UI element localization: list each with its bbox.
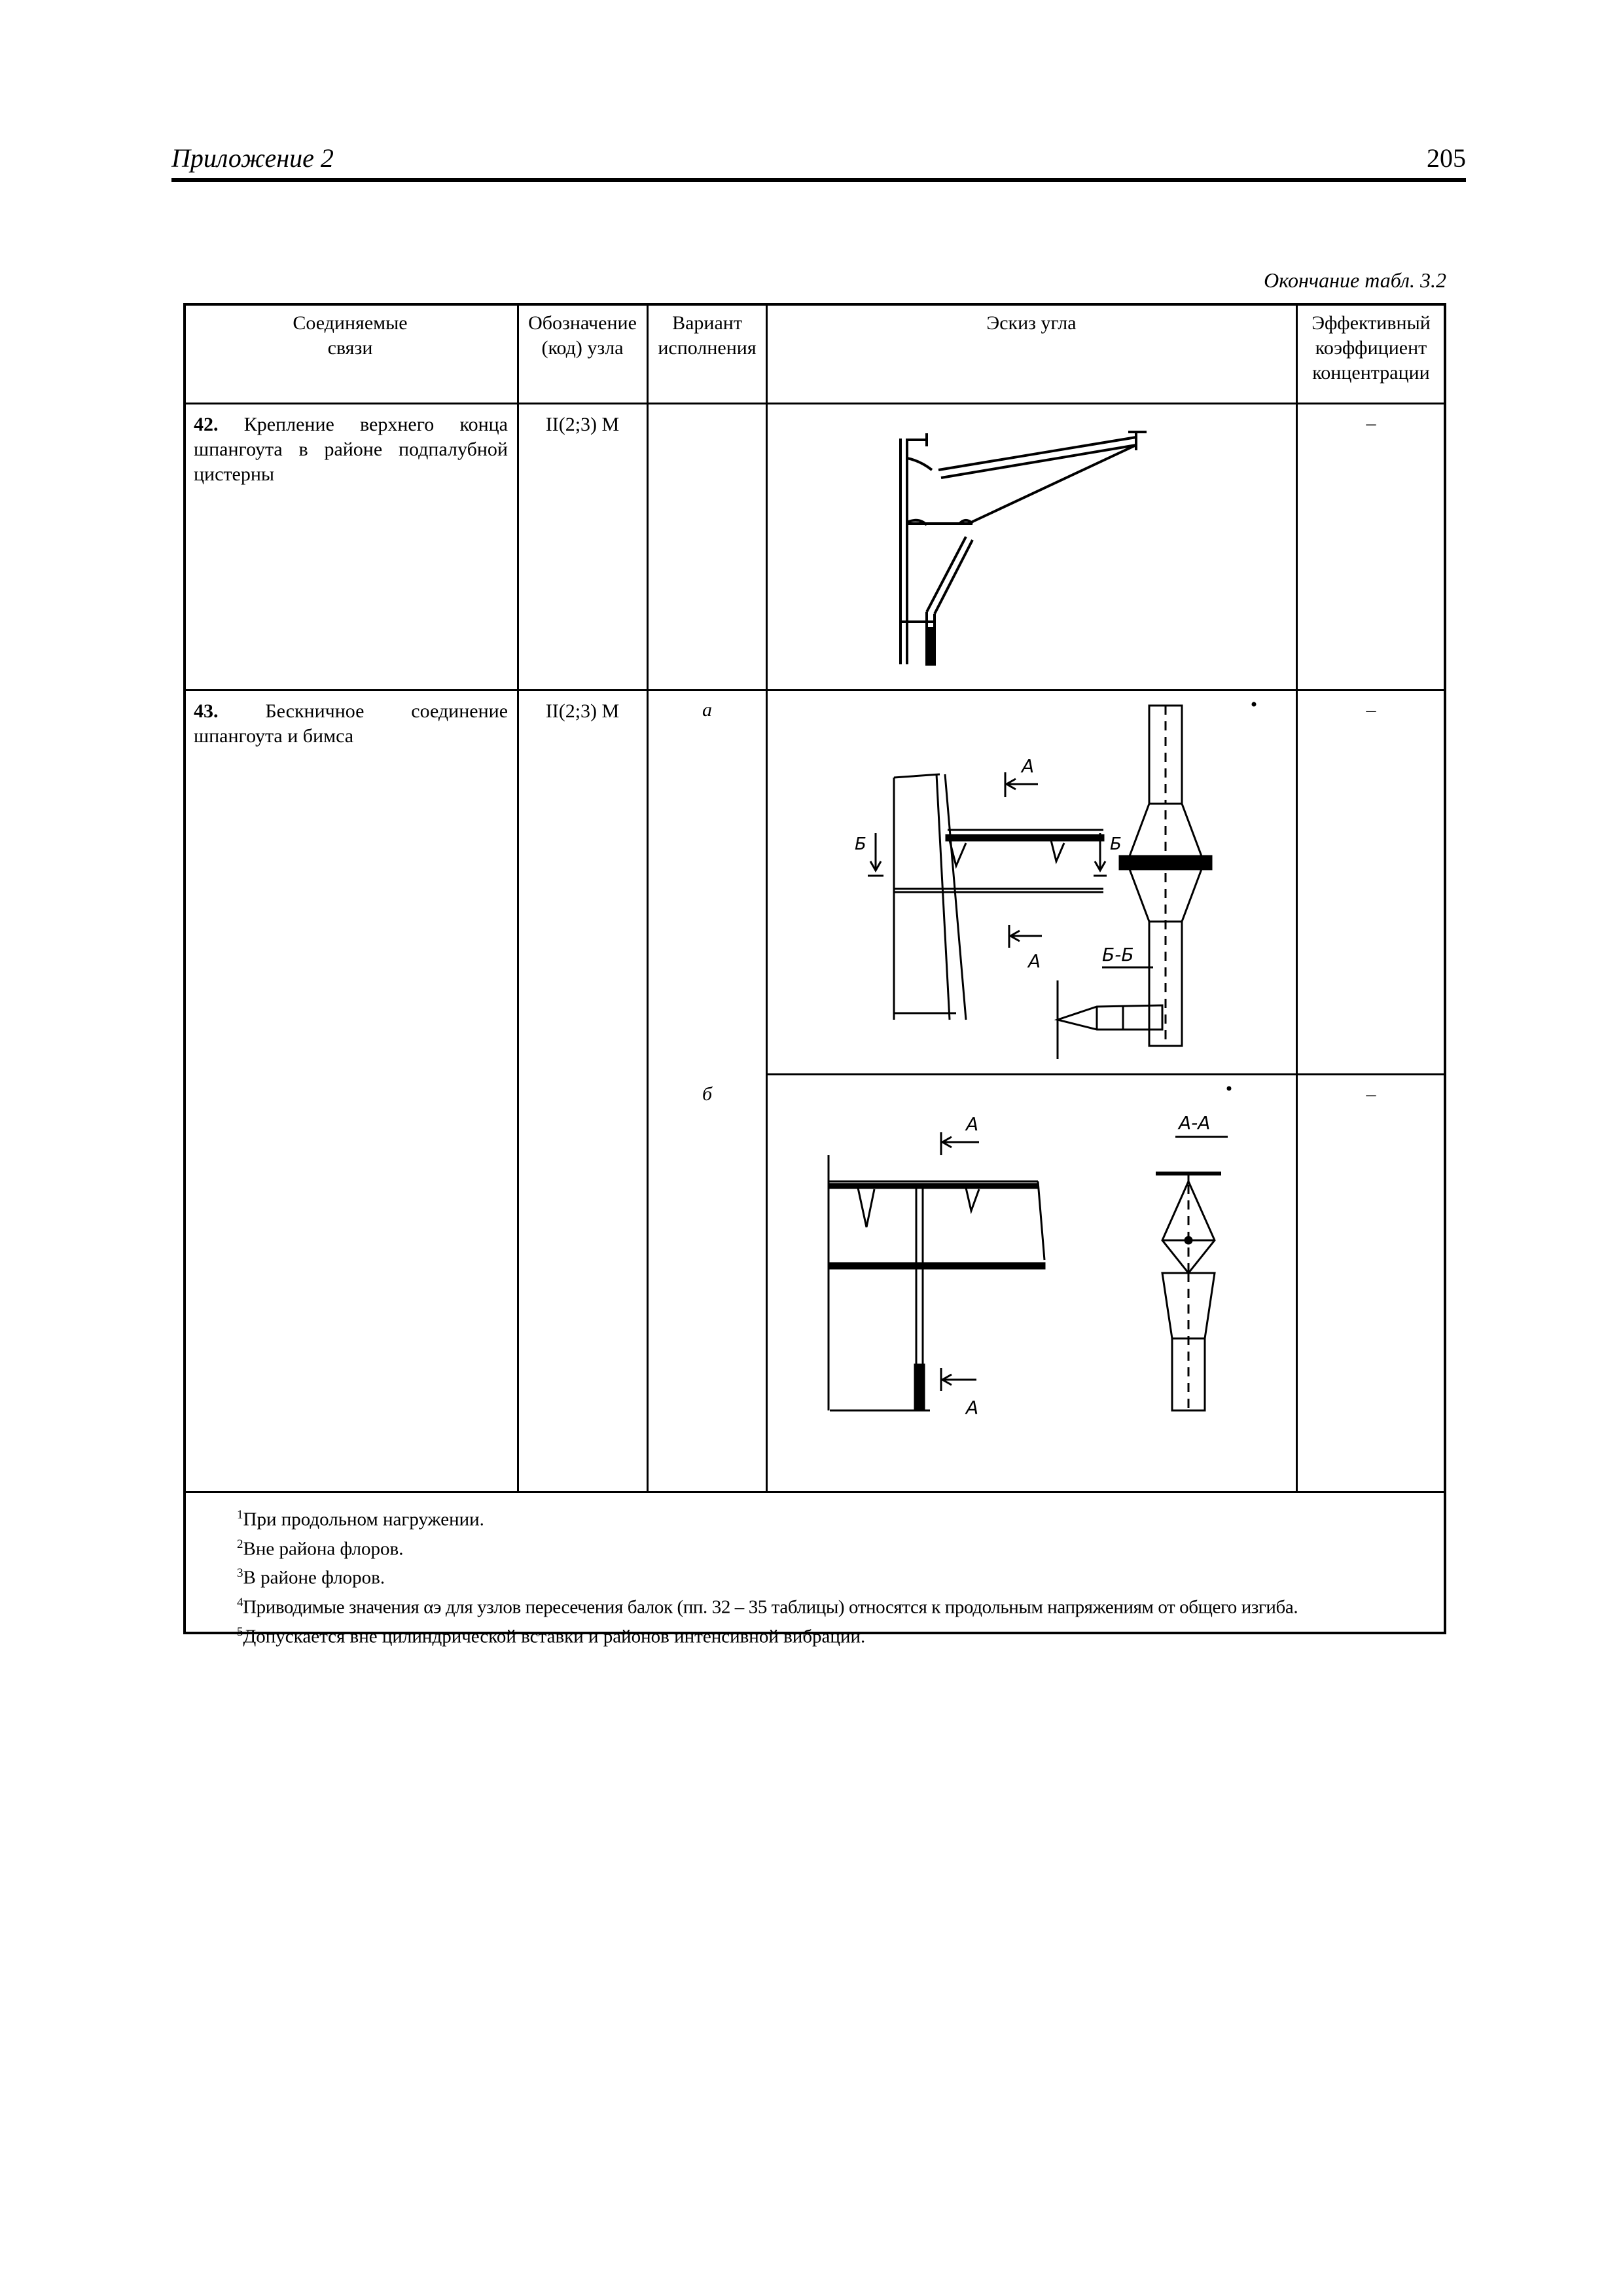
sketch-43b-label-aa: А-А (1179, 1112, 1211, 1134)
col-divider-4 (1296, 303, 1298, 1493)
variant-divider (766, 1073, 1446, 1075)
table-caption: Окончание табл. 3.2 (1264, 268, 1446, 292)
footnote-4: $^4$Приводимые значения αэ для узлов пересечения балок (пп. 32 – 35 таблицы) относятся к продольным напряжениям от общего изгиба. (237, 1595, 1298, 1618)
sketch-43a-label-b-right: Б (1110, 834, 1122, 854)
footnotes (237, 1503, 1435, 1649)
row-43-description: Бескничное соединение шпангоута и бимса (194, 700, 508, 747)
sketch-43a-label-b-left: Б (855, 834, 866, 854)
row-43-variant-a: а (702, 699, 712, 721)
sketch-43a-label-a-top: А (1022, 755, 1035, 777)
row-43-variant-b-coefficient: – (1366, 1083, 1376, 1105)
sketch-43a-label-bb: Б-Б (1102, 944, 1134, 965)
footnote-1: $^1$При продольном нагружении. (237, 1508, 484, 1530)
col-divider-3 (766, 303, 768, 1493)
sketch-43b-label-a-bottom: А (966, 1397, 979, 1418)
table-border-top (183, 303, 1446, 306)
column-header-code: Обозначение (код) узла (528, 312, 637, 359)
sketch-43a-label-a-bottom: А (1028, 950, 1041, 972)
column-header-coefficient: Эффективный коэффициент концентрации (1311, 312, 1431, 384)
page-number: 205 (1427, 143, 1466, 173)
sketch-42 (770, 406, 1293, 687)
header-rule (171, 178, 1466, 182)
table-border-right (1444, 303, 1446, 1634)
table-border-left (183, 303, 186, 1634)
row-42-links (194, 412, 508, 487)
row-42-number: 42. (194, 414, 219, 435)
row-42-coefficient: – (1366, 412, 1376, 434)
column-header-sketch: Эскиз угла (986, 312, 1077, 334)
row-42-description: Крепление верхнего конца шпангоута в районе подпалубной цистерны (194, 414, 508, 485)
row-43-number: 43. (194, 700, 219, 722)
footnote-row-divider (183, 1491, 1446, 1493)
sketch-43b-label-a-top: А (966, 1113, 979, 1135)
header-row-divider (183, 403, 1446, 404)
row-43-code: II(2;3) M (545, 700, 620, 722)
row-42-divider (183, 689, 1446, 691)
sketch-43a (770, 692, 1293, 1072)
col-divider-2 (647, 303, 649, 1493)
row-43-variant-b: б (702, 1083, 713, 1105)
sketch-43b (770, 1077, 1293, 1489)
footnote-5: $^5$Допускается вне цилиндрической вставки и районов интенсивной вибрации. (237, 1624, 866, 1647)
row-43-variant-a-coefficient: – (1366, 699, 1376, 721)
footnote-3: $^3$В районе флоров. (237, 1566, 385, 1588)
row-42-code: II(2;3) M (545, 414, 620, 435)
row-43-links (194, 699, 508, 749)
column-header-variant: Вариант исполнения (658, 312, 757, 359)
footnote-2: $^2$Вне района флоров. (237, 1537, 404, 1560)
column-header-links: Соединяемые связи (293, 312, 408, 359)
running-header: Приложение 2 (171, 143, 334, 173)
col-divider-1 (517, 303, 519, 1493)
